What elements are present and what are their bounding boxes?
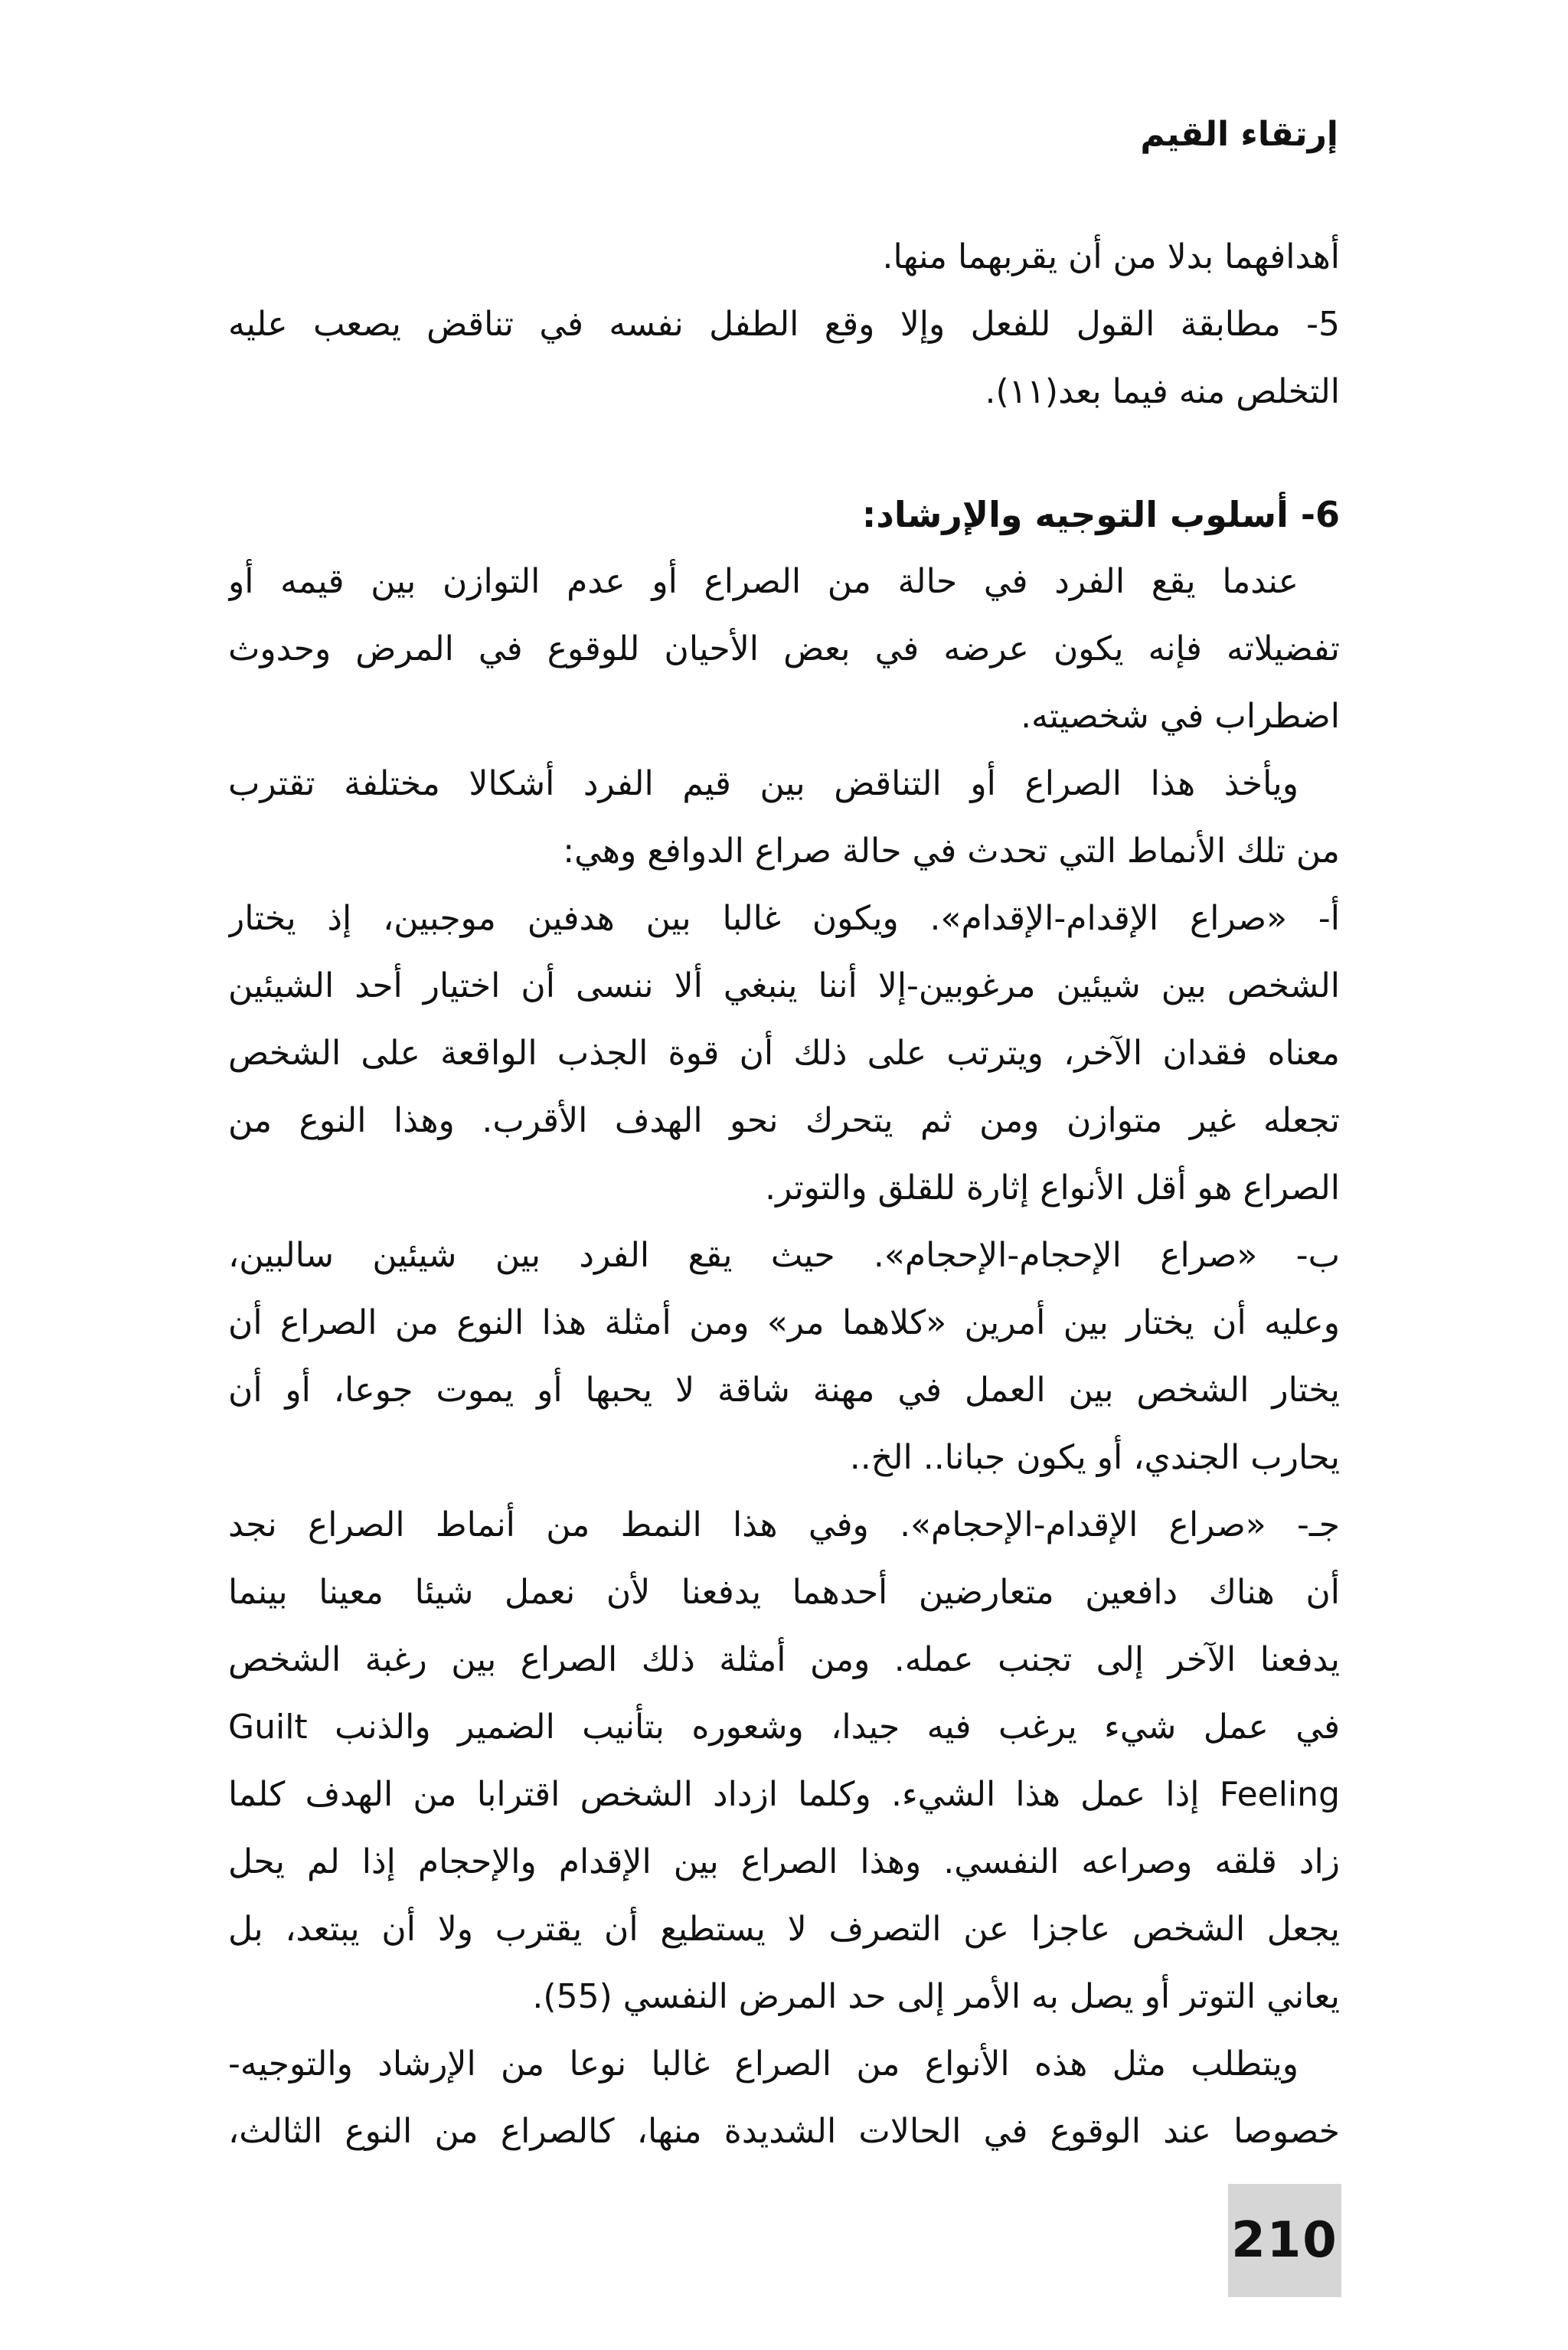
body-line: ويتطلب مثل هذه الأنواع من الصراع غالبا نوعا من الإرشاد والتوجيه- <box>228 2044 1298 2084</box>
body-line: تفضيلاته فإنه يكون عرضه في بعض الأحيان للوقوع في المرض وحدوث <box>228 629 1340 668</box>
body-line: ب- «صراع الإحجام-الإحجام». حيث يقع الفرد بين شيئين سالبين، <box>228 1236 1340 1275</box>
body-line: ويأخذ هذا الصراع أو التناقض بين قيم الفرد أشكالا مختلفة تقترب <box>228 764 1298 803</box>
page-number-box <box>1228 2184 1341 2297</box>
body-line: تجعله غير متوازن ومن ثم يتحرك نحو الهدف الأقرب. وهذا النوع من <box>228 1101 1340 1140</box>
page-number: 210 <box>1231 2212 1338 2269</box>
body-line: يحارب الجندي، أو يكون جبانا.. الخ.. <box>849 1438 1340 1477</box>
body-line: أ- «صراع الإقدام-الإقدام». ويكون غالبا بين هدفين موجبين، إذ يختار <box>228 899 1340 938</box>
body-line: التخلص منه فيما بعد(١١). <box>985 372 1340 411</box>
body-line: معناه فقدان الآخر، ويترتب على ذلك أن قوة الجذب الواقعة على الشخص <box>228 1034 1340 1073</box>
running-header-title: إرتقاء القيم <box>1140 115 1338 154</box>
body-line: يجعل الشخص عاجزا عن التصرف لا يستطيع أن يقترب ولا أن يبتعد، بل <box>228 1910 1340 1949</box>
body-line: وعليه أن يختار بين أمرين «كلاهما مر» ومن أمثلة هذا النوع من الصراع أن <box>228 1303 1340 1342</box>
body-line: أهدافهما بدلا من أن يقربهما منها. <box>882 237 1340 276</box>
body-line: الصراع هو أقل الأنواع إثارة للقلق والتوتر. <box>765 1168 1340 1208</box>
section-heading: 6- أسلوب التوجيه والإرشاد: <box>861 494 1340 535</box>
body-line: من تلك الأنماط التي تحدث في حالة صراع الدوافع وهي: <box>563 832 1340 871</box>
body-line: زاد قلقه وصراعه النفسي. وهذا الصراع بين الإقدام والإحجام إذا لم يحل <box>228 1842 1340 1881</box>
body-line: في عمل شيء يرغب فيه جيدا، وشعوره بتأنيب الضمير والذنب Guilt <box>228 1708 1340 1747</box>
body-line: يدفعنا الآخر إلى تجنب عمله. ومن أمثلة ذلك الصراع بين رغبة الشخص <box>228 1640 1340 1679</box>
body-line: 5- مطابقة القول للفعل وإلا وقع الطفل نفسه في تناقض يصعب عليه <box>228 305 1340 344</box>
body-line: اضطراب في شخصيته. <box>1021 697 1340 736</box>
body-line: عندما يقع الفرد في حالة من الصراع أو عدم التوازن بين قيمه أو <box>228 562 1298 601</box>
body-line: يعاني التوتر أو يصل به الأمر إلى حد المرض النفسي (55). <box>532 1977 1340 2016</box>
body-line: Feeling إذا عمل هذا الشيء. وكلما ازداد الشخص اقترابا من الهدف كلما <box>228 1775 1340 1814</box>
body-line: أن هناك دافعين متعارضين أحدهما يدفعنا لأن نعمل شيئا معينا بينما <box>228 1573 1340 1612</box>
body-line: يختار الشخص بين العمل في مهنة شاقة لا يحبها أو يموت جوعا، أو أن <box>228 1371 1340 1410</box>
body-line: خصوصا عند الوقوع في الحالات الشديدة منها، كالصراع من النوع الثالث، <box>228 2112 1340 2151</box>
body-line: جـ- «صراع الإقدام-الإحجام». وفي هذا النمط من أنماط الصراع نجد <box>228 1505 1340 1544</box>
body-line: الشخص بين شيئين مرغوبين-إلا أننا ينبغي ألا ننسى أن اختيار أحد الشيئين <box>228 966 1340 1005</box>
page-body <box>228 224 1340 2165</box>
